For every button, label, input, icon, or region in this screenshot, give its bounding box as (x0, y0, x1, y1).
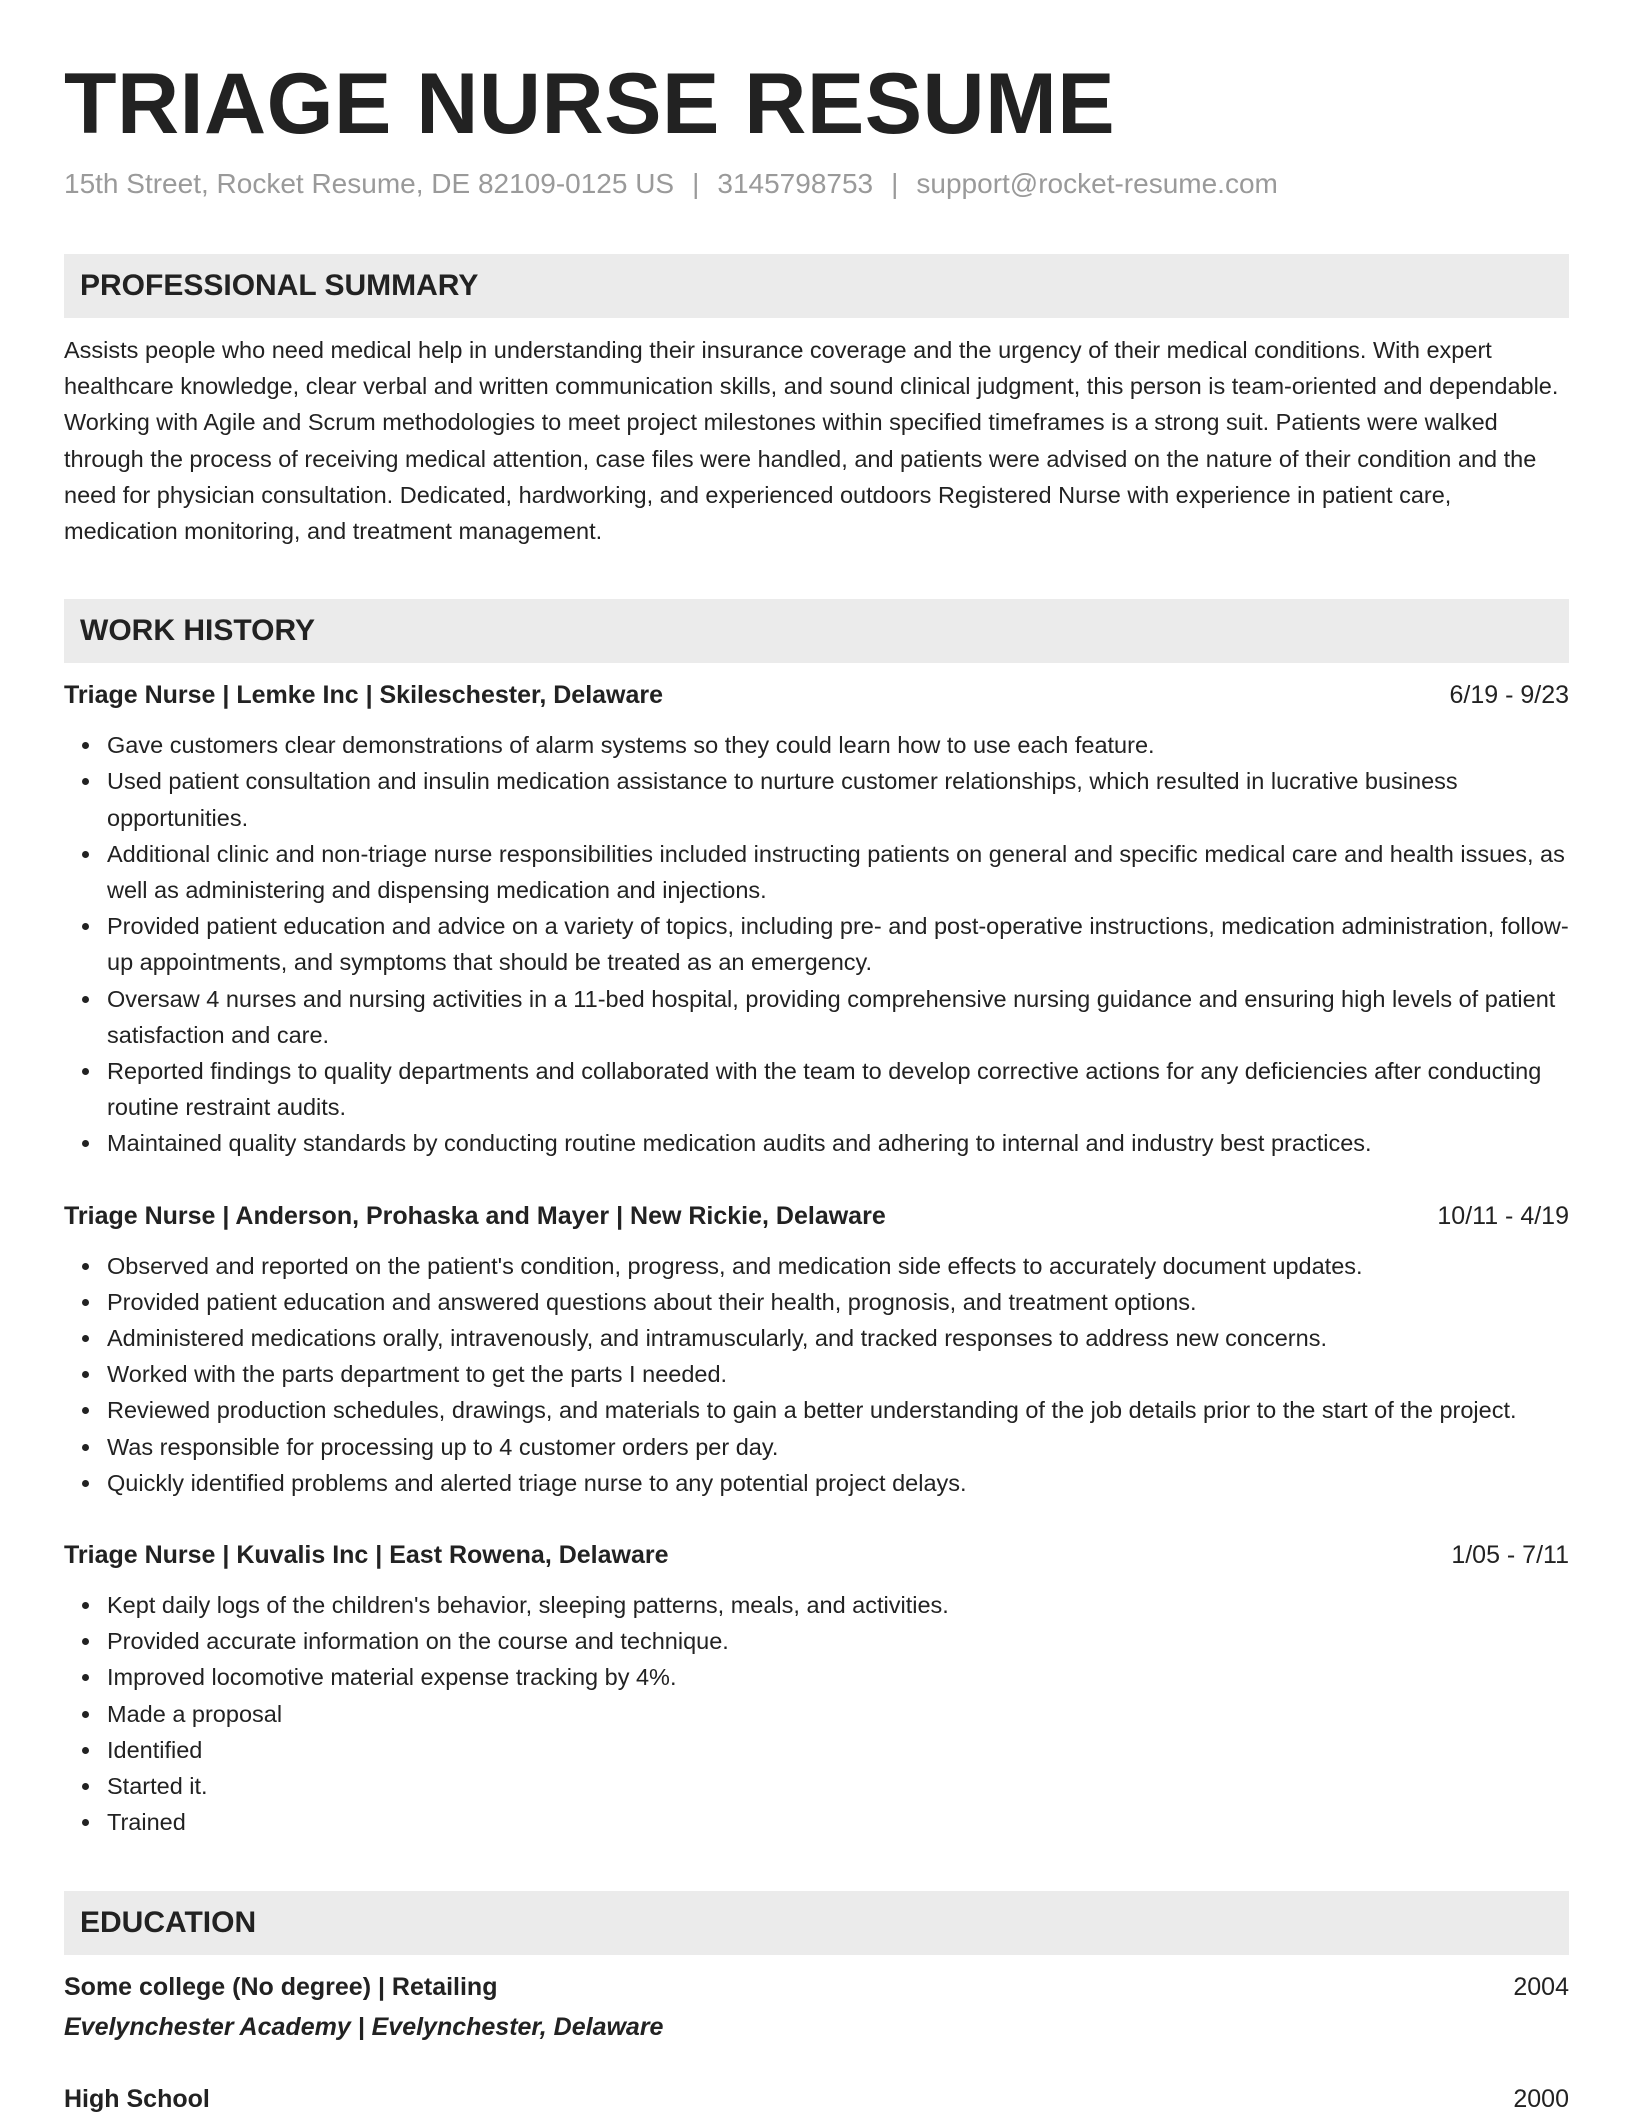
job-dates: 1/05 - 7/11 (1451, 1541, 1569, 1570)
job-title: Triage Nurse | Kuvalis Inc | East Rowena, Delaware (64, 1541, 669, 1570)
job-title: Triage Nurse | Anderson, Prohaska and Mayer | New Rickie, Delaware (64, 1201, 886, 1230)
job-bullets (64, 1587, 1569, 1840)
education-year: 2000 (1513, 2084, 1569, 2113)
job-dates: 10/11 - 4/19 (1437, 1201, 1569, 1230)
job-bullet: Additional clinic and non-triage nurse responsibilities included instructing patients on general and specific medical care and health issues, as well as administering and dispensing medication and injections. (107, 836, 1569, 908)
education-header (64, 1969, 1569, 2005)
job-bullet: Observed and reported on the patient's condition, progress, and medication side effects to accurately document updates. (107, 1248, 1569, 1284)
job-bullet: Maintained quality standards by conducting routine medication audits and adhering to internal and industry best practices. (107, 1125, 1569, 1161)
job-bullet: Trained (107, 1804, 1569, 1840)
education-school: Evelynchester Academy | Evelynchester, Delaware (64, 2012, 664, 2041)
job-bullet: Provided patient education and advice on a variety of topics, including pre- and post-operative instructions, medication administration, follow-up appointments, and symptoms that should be treated as an emergency. (107, 908, 1569, 980)
job-bullets (64, 727, 1569, 1161)
job-bullet: Provided patient education and answered questions about their health, prognosis, and treatment options. (107, 1284, 1569, 1320)
education-year: 2004 (1513, 1972, 1569, 2001)
section-header-summary: PROFESSIONAL SUMMARY (64, 254, 1569, 318)
job-bullet: Used patient consultation and insulin medication assistance to nurture customer relationships, which resulted in lucrative business opportunities. (107, 763, 1569, 835)
job-bullet: Provided accurate information on the course and technique. (107, 1623, 1569, 1659)
job-bullet: Administered medications orally, intravenously, and intramuscularly, and tracked responses to address new concerns. (107, 1320, 1569, 1356)
job-bullet: Improved locomotive material expense tracking by 4%. (107, 1659, 1569, 1695)
job-header (64, 1198, 1569, 1234)
education-degree: High School (64, 2084, 210, 2113)
job-bullet: Gave customers clear demonstrations of alarm systems so they could learn how to use each feature. (107, 727, 1569, 763)
job-header (64, 1537, 1569, 1573)
contact-email: support@rocket-resume.com (916, 168, 1278, 199)
contact-separator: | (891, 168, 899, 199)
job-bullet: Kept daily logs of the children's behavior, sleeping patterns, meals, and activities. (107, 1587, 1569, 1623)
contact-separator: | (692, 168, 700, 199)
contact-line (64, 166, 1569, 202)
job-bullet: Made a proposal (107, 1696, 1569, 1732)
summary-text: Assists people who need medical help in understanding their insurance coverage and the urgency of their medical conditions. With expert healthcare knowledge, clear verbal and written communication skills, and sound clinical judgment, this person is team-oriented and dependable. Working with Agile and Scrum methodologies to meet project milestones within specified timeframes is a strong suit. Patients were walked through the process of receiving medical attention, case files were handled, and patients were advised on the nature of their condition and the need for physician consultation. Dedicated, hardworking, and experienced outdoors Registered Nurse with experience in patient care, medication monitoring, and treatment management. (64, 337, 1559, 545)
contact-phone: 3145798753 (717, 168, 874, 199)
job-header (64, 677, 1569, 713)
contact-address: 15th Street, Rocket Resume, DE 82109-0125 US (64, 168, 675, 199)
education-header (64, 2081, 1569, 2117)
job-bullets (64, 1248, 1569, 1501)
section-header-education: EDUCATION (64, 1891, 1569, 1955)
education-degree: Some college (No degree) | Retailing (64, 1972, 498, 2001)
job-bullet: Started it. (107, 1768, 1569, 1804)
education-entry (64, 2081, 1569, 2117)
job-bullet: Worked with the parts department to get the parts I needed. (107, 1356, 1569, 1392)
job-dates: 6/19 - 9/23 (1449, 681, 1569, 710)
resume-title: TRIAGE NURSE RESUME (64, 56, 1116, 152)
education-entry (64, 1969, 1569, 2045)
job-title: Triage Nurse | Lemke Inc | Skileschester, Delaware (64, 681, 664, 710)
job-entry (64, 677, 1569, 1161)
job-entry (64, 1198, 1569, 1501)
job-bullet: Was responsible for processing up to 4 customer orders per day. (107, 1429, 1569, 1465)
job-bullet: Oversaw 4 nurses and nursing activities in a 11-bed hospital, providing comprehensive nursing guidance and ensuring high levels of patient satisfaction and care. (107, 981, 1569, 1053)
job-bullet: Reviewed production schedules, drawings, and materials to gain a better understanding of the job details prior to the start of the project. (107, 1392, 1569, 1428)
job-bullet: Quickly identified problems and alerted triage nurse to any potential project delays. (107, 1465, 1569, 1501)
section-header-work-history: WORK HISTORY (64, 599, 1569, 663)
job-entry (64, 1537, 1569, 1840)
resume-page (64, 56, 1569, 2117)
job-bullet: Identified (107, 1732, 1569, 1768)
job-bullet: Reported findings to quality departments and collaborated with the team to develop corrective actions for any deficiencies after conducting routine restraint audits. (107, 1053, 1569, 1125)
